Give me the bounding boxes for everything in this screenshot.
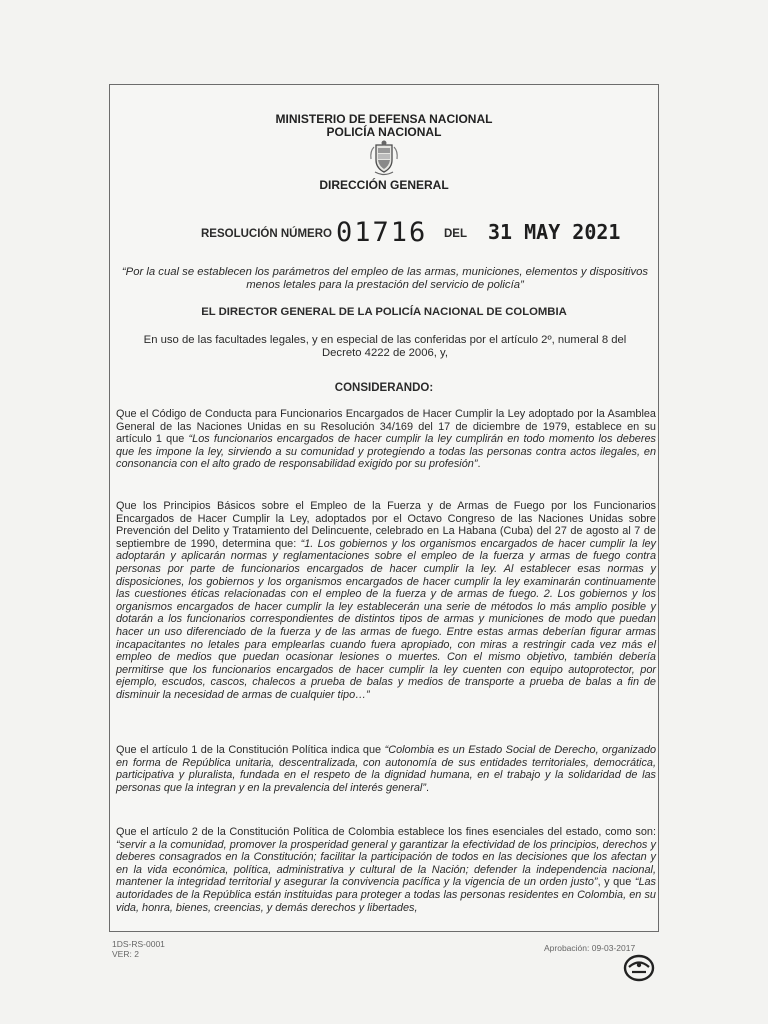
paragraph-quote: “1. Los gobiernos y los organismos encargados de hacer cumplir la ley adoptarán y aplicarán normas y reglamentaciones sobre el empleo de la fuerza y armas de fuego contra personas por parte de funcionarios encargados de hacer cumplir la ley. Al establecer esas normas y disposiciones, los gobiernos y los organismos encargados de hacer cumplir la ley examinarán continuamente las cuestiones éticas relacionadas con el empleo de la fuerza y de armas de fuego. 2. Los gobiernos y los organismos encargados de hacer cumplir la ley establecerán una serie de métodos lo más amplio posible y dotarán a los funcionarios correspondientes de distintos tipos de armas y municiones de modo que puedan hacer un uso diferenciado de la fuerza y de las armas de fuego. Entre estas armas deberían figurar armas incapacitantes no letales para emplearlas cuando fuera apropiado, con miras a restringir cada vez más el empleo de medios que puedan ocasionar lesiones o muertes. Con el mismo objetivo, también debería permitirse que los funcionarios encargados de hacer cumplir la ley cuenten con equipo autoprotector, por ejemplo, escudos, cascos, chalecos a prueba de balas y medios de transporte a prueba de balas a fin de disminuir la necesidad de armas de cualquier tipo…” <box>116 537 657 701</box>
resolution-number: 01716 <box>336 217 428 248</box>
paragraph-text: Que el Código de Conducta para Funcionarios Encargados de Hacer Cumplir la Ley adoptado por la Asamblea General de las Naciones Unidas en su Resolución 34/169 del 17 de diciembre de 1979, establece en su artículo 1 que <box>116 408 656 446</box>
certification-logo-icon <box>622 953 656 983</box>
paragraph-code-of-conduct <box>116 408 656 471</box>
paragraph-text: Que el artículo 2 de la Constitución Política de Colombia establece los fines esenciales del estado, como son: <box>116 826 656 838</box>
approval-date: Aprobación: 09-03-2017 <box>544 943 636 953</box>
paragraph-text: Que el artículo 1 de la Constitución Política indica que <box>116 744 382 756</box>
resolution-del-label: DEL <box>444 228 467 240</box>
direction-heading: DIRECCIÓN GENERAL <box>319 178 449 192</box>
legal-basis-text: En uso de las facultades legales, y en especial de las conferidas por el artículo 2º, numeral 8 del Decreto 4222 de 2006, y, <box>143 334 627 359</box>
paragraph-text: . <box>477 458 481 471</box>
police-seal-icon <box>366 139 402 177</box>
director-heading: EL DIRECTOR GENERAL DE LA POLICÍA NACIONAL DE COLOMBIA <box>201 306 567 318</box>
resolution-epigraph: “Por la cual se establecen los parámetros del empleo de las armas, municiones, elementos y dispositivos menos letales para la prestación del servicio de policía” <box>121 266 649 291</box>
paragraph-constitution-article-2 <box>116 826 656 914</box>
police-heading: POLICÍA NACIONAL <box>326 125 442 139</box>
paragraph-text: Que los Principios Básicos sobre el Empleo de la Fuerza y de Armas de Fuego por los Funcionarios Encargados de Hacer Cumplir la Ley, adoptados por el Octavo Congreso de las Naciones Unidas sobre Prevención del Delito y Tratamiento del Delincuente, celebrado en La Habana (Cuba) del 27 de agosto al 7 de septiembre de 1990, determina que: <box>116 500 656 550</box>
paragraph-quote: “Las autoridades de la República están instituidas para proteger a todas las personas residentes en Colombia, en su vida, honra, bienes, creencias, y demás derechos y libertades, <box>116 876 656 914</box>
form-code: 1DS-RS-0001 <box>112 939 165 949</box>
paragraph-text: . <box>425 781 430 794</box>
resolution-line <box>110 217 658 253</box>
ministry-heading: MINISTERIO DE DEFENSA NACIONAL <box>275 112 493 126</box>
paragraph-text: , y que <box>597 876 632 889</box>
paragraph-quote: “Colombia es un Estado Social de Derecho, organizado en forma de República unitaria, descentralizada, con autonomía de sus entidades territoriales, democrática, participativa y pluralista, fundada en el respeto de la dignidad humana, en el trabajo y la solidaridad de las personas que la integran y en la prevalencia del interés general” <box>116 744 656 794</box>
resolution-label: RESOLUCIÓN NÚMERO <box>201 228 332 240</box>
paragraph-quote: “servir a la comunidad, promover la prosperidad general y garantizar la efectividad de los principios, derechos y deberes consagrados en la Constitución; facilitar la participación de todos en las decisiones que los afectan y en la vida económica, política, administrativa y cultural de la Nación; defender la independencia nacional, mantener la integridad territorial y asegurar la convivencia pacífica y la vigencia de un orden justo” <box>116 838 656 889</box>
paragraph-constitution-article-1 <box>116 744 656 794</box>
document-frame <box>109 84 659 932</box>
considerando-heading: CONSIDERANDO: <box>334 382 434 394</box>
paragraph-basic-principles <box>116 500 656 702</box>
resolution-date: 31 MAY 2021 <box>488 220 621 244</box>
document-code <box>112 939 165 959</box>
form-version: VER: 2 <box>112 949 139 959</box>
paragraph-quote: “Los funcionarios encargados de hacer cumplir la ley cumplirán en todo momento los deberes que les impone la ley, sirviendo a su comunidad y protegiendo a todas las personas contra actos ilegales, en consonancia con el alto grado de responsabilidad exigido por su profesión” <box>116 433 656 471</box>
